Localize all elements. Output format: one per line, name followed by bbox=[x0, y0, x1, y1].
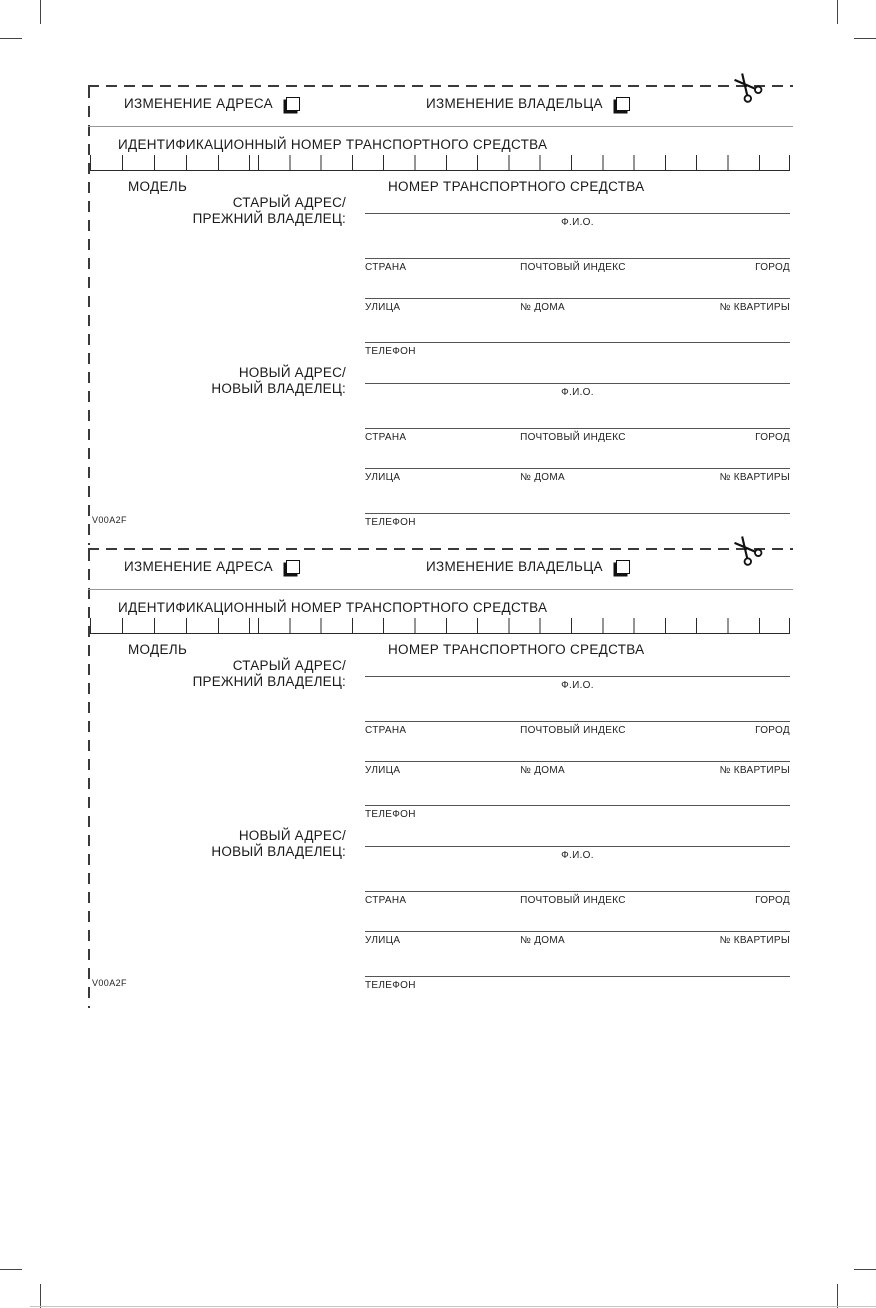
vin-comb-field bbox=[90, 155, 790, 171]
new-address-line2: НОВЫЙ ВЛАДЕЛЕЦ: bbox=[211, 381, 346, 396]
street-label: УЛИЦА bbox=[365, 765, 401, 776]
city-label: ГОРОД bbox=[755, 432, 790, 443]
house-label: № ДОМА bbox=[520, 765, 565, 776]
new-street-house-apartment-field bbox=[365, 931, 790, 946]
vin-label: ИДЕНТИФИКАЦИОННЫЙ НОМЕР ТРАНСПОРТНОГО СРЕДСТВА bbox=[118, 137, 548, 152]
new-address-line2: НОВЫЙ ВЛАДЕЛЕЦ: bbox=[211, 844, 346, 859]
vin-comb-group-2 bbox=[258, 618, 790, 633]
old-address-owner-label bbox=[128, 195, 346, 227]
new-country-postal-city-field bbox=[365, 891, 790, 906]
house-label: № ДОМА bbox=[520, 472, 565, 483]
new-address-line1: НОВЫЙ АДРЕС/ bbox=[238, 828, 346, 843]
old-address-line2: ПРЕЖНИЙ ВЛАДЕЛЕЦ: bbox=[192, 211, 346, 226]
vin-comb-group-1 bbox=[90, 618, 250, 633]
apartment-label: № КВАРТИРЫ bbox=[719, 935, 790, 946]
vin-comb-group-1 bbox=[90, 155, 250, 170]
country-label: СТРАНА bbox=[365, 432, 407, 443]
old-street-house-apartment-field bbox=[365, 761, 790, 776]
crop-mark bbox=[837, 0, 838, 24]
new-street-house-apartment-field bbox=[365, 468, 790, 483]
vin-comb-group-2 bbox=[258, 155, 790, 170]
crop-mark bbox=[0, 1269, 22, 1270]
old-country-postal-city-field bbox=[365, 721, 790, 736]
city-label: ГОРОД bbox=[755, 895, 790, 906]
city-label: ГОРОД bbox=[755, 262, 790, 273]
old-address-owner-label bbox=[128, 658, 346, 690]
country-label: СТРАНА bbox=[365, 725, 407, 736]
form-copy bbox=[88, 548, 793, 1010]
vehicle-number-label: НОМЕР ТРАНСПОРТНОГО СРЕДСТВА bbox=[388, 642, 645, 657]
form-type-header bbox=[88, 550, 793, 590]
apartment-label: № КВАРТИРЫ bbox=[719, 302, 790, 313]
fio-label: Ф.И.О. bbox=[561, 387, 594, 398]
change-address-option bbox=[124, 96, 300, 111]
change-address-option bbox=[124, 559, 300, 574]
house-label: № ДОМА bbox=[520, 935, 565, 946]
form-code: V00A2F bbox=[92, 515, 127, 525]
apartment-label: № КВАРТИРЫ bbox=[719, 765, 790, 776]
change-address-checkbox bbox=[286, 560, 300, 574]
change-address-label: ИЗМЕНЕНИЕ АДРЕСА bbox=[124, 96, 273, 111]
apartment-label: № КВАРТИРЫ bbox=[719, 472, 790, 483]
country-label: СТРАНА bbox=[365, 262, 407, 273]
model-label: МОДЕЛЬ bbox=[128, 642, 188, 657]
change-owner-label: ИЗМЕНЕНИЕ ВЛАДЕЛЬЦА bbox=[426, 96, 603, 111]
change-owner-checkbox bbox=[616, 97, 630, 111]
old-street-house-apartment-field bbox=[365, 298, 790, 313]
phone-label: ТЕЛЕФОН bbox=[365, 809, 416, 820]
new-name-field bbox=[365, 383, 790, 398]
fio-label: Ф.И.О. bbox=[561, 680, 594, 691]
old-name-field bbox=[365, 676, 790, 691]
change-address-label: ИЗМЕНЕНИЕ АДРЕСА bbox=[124, 559, 273, 574]
street-label: УЛИЦА bbox=[365, 302, 401, 313]
form-copy bbox=[88, 85, 793, 547]
new-address-owner-label bbox=[128, 365, 346, 397]
change-address-checkbox bbox=[286, 97, 300, 111]
change-owner-option bbox=[426, 96, 630, 111]
crop-mark bbox=[854, 38, 876, 39]
form-type-header bbox=[88, 87, 793, 127]
old-address-line2: ПРЕЖНИЙ ВЛАДЕЛЕЦ: bbox=[192, 674, 346, 689]
street-label: УЛИЦА bbox=[365, 472, 401, 483]
new-phone-field bbox=[365, 976, 790, 991]
crop-mark bbox=[40, 1284, 41, 1308]
street-label: УЛИЦА bbox=[365, 935, 401, 946]
old-address-line1: СТАРЫЙ АДРЕС/ bbox=[232, 658, 346, 673]
postal-label: ПОЧТОВЫЙ ИНДЕКС bbox=[520, 262, 626, 273]
crop-mark bbox=[40, 0, 41, 24]
page-bottom-edge bbox=[30, 1306, 876, 1307]
change-owner-checkbox bbox=[616, 560, 630, 574]
house-label: № ДОМА bbox=[520, 302, 565, 313]
new-phone-field bbox=[365, 513, 790, 528]
phone-label: ТЕЛЕФОН bbox=[365, 980, 416, 991]
crop-mark bbox=[837, 1284, 838, 1308]
crop-mark bbox=[854, 1269, 876, 1270]
country-label: СТРАНА bbox=[365, 895, 407, 906]
model-label: МОДЕЛЬ bbox=[128, 179, 188, 194]
vin-label: ИДЕНТИФИКАЦИОННЫЙ НОМЕР ТРАНСПОРТНОГО СРЕДСТВА bbox=[118, 600, 548, 615]
change-owner-option bbox=[426, 559, 630, 574]
phone-label: ТЕЛЕФОН bbox=[365, 346, 416, 357]
old-phone-field bbox=[365, 342, 790, 357]
old-name-field bbox=[365, 213, 790, 228]
new-address-line1: НОВЫЙ АДРЕС/ bbox=[238, 365, 346, 380]
old-phone-field bbox=[365, 805, 790, 820]
postal-label: ПОЧТОВЫЙ ИНДЕКС bbox=[520, 725, 626, 736]
old-country-postal-city-field bbox=[365, 258, 790, 273]
change-owner-label: ИЗМЕНЕНИЕ ВЛАДЕЛЬЦА bbox=[426, 559, 603, 574]
vehicle-number-label: НОМЕР ТРАНСПОРТНОГО СРЕДСТВА bbox=[388, 179, 645, 194]
new-address-owner-label bbox=[128, 828, 346, 860]
crop-mark bbox=[0, 38, 22, 39]
new-name-field bbox=[365, 846, 790, 861]
form-code: V00A2F bbox=[92, 978, 127, 988]
phone-label: ТЕЛЕФОН bbox=[365, 517, 416, 528]
vin-comb-field bbox=[90, 618, 790, 634]
postal-label: ПОЧТОВЫЙ ИНДЕКС bbox=[520, 895, 626, 906]
fio-label: Ф.И.О. bbox=[561, 217, 594, 228]
postal-label: ПОЧТОВЫЙ ИНДЕКС bbox=[520, 432, 626, 443]
new-country-postal-city-field bbox=[365, 428, 790, 443]
old-address-line1: СТАРЫЙ АДРЕС/ bbox=[232, 195, 346, 210]
city-label: ГОРОД bbox=[755, 725, 790, 736]
fio-label: Ф.И.О. bbox=[561, 850, 594, 861]
